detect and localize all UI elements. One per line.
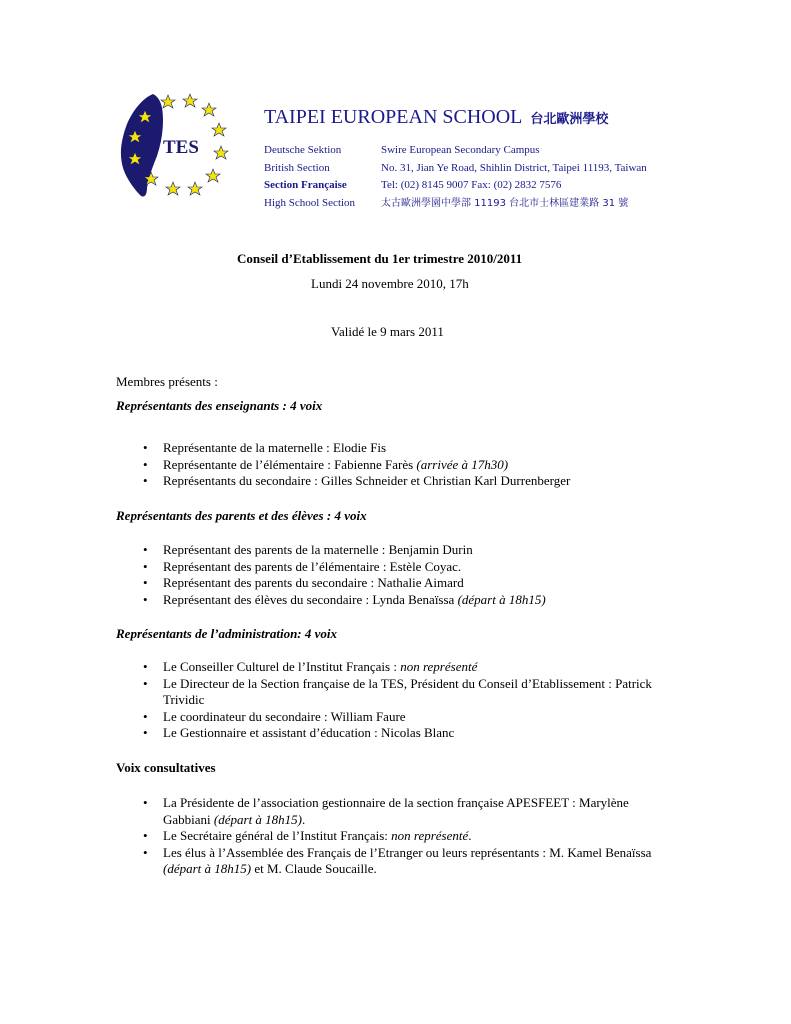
group-heading-administration: Représentants de l’administration: 4 voix	[116, 626, 338, 641]
bullet-icon: •	[143, 795, 148, 810]
bullet-icon: •	[143, 828, 148, 843]
group-heading-consultative: Voix consultatives	[116, 760, 216, 775]
address-line-chinese: 太古歐洲學園中學部 11193 台北市士林區建業路 31 號	[381, 197, 629, 209]
list-item: • Représentant des parents du secondaire : Nathalie Aimard	[143, 575, 464, 590]
section-item-active: Section Française	[264, 179, 347, 192]
document-title: Conseil d’Etablissement du 1er trimestre 2010/2011	[237, 251, 523, 266]
bullet-icon: •	[143, 708, 148, 724]
validation-date: Validé le 9 mars 2011	[331, 324, 444, 339]
list-item: • Le Directeur de la Section française de la TES, Président du Conseil d’Etablissement : Patrick Trividic	[143, 675, 652, 707]
school-name: TAIPEI EUROPEAN SCHOOL	[264, 106, 523, 128]
parents-list	[116, 542, 676, 608]
section-item: Deutsche Sektion	[264, 144, 342, 156]
tes-logo	[113, 90, 233, 200]
bullet-icon: •	[143, 591, 148, 607]
list-item: • La Présidente de l’association gestionnaire de la section française APESFEET : Marylène Gabbiani (départ à 18h15).	[143, 795, 629, 827]
logo-text: TES	[163, 137, 199, 158]
bullet-icon: •	[143, 844, 148, 860]
meeting-date: Lundi 24 novembre 2010, 17h	[311, 276, 469, 291]
address-line: Swire European Secondary Campus	[381, 144, 540, 156]
bullet-icon: •	[143, 659, 148, 674]
group-heading-teachers: Représentants des enseignants : 4 voix	[116, 398, 323, 413]
list-item: • Représentant des parents de la maternelle : Benjamin Durin	[143, 542, 473, 557]
bullet-icon: •	[143, 675, 148, 691]
list-item: • Les élus à l’Assemblée des Français de l’Etranger ou leurs représentants : M. Kamel Benaïssa (départ à 18h15) et M. Claude Soucaille.	[143, 844, 652, 876]
section-item: British Section	[264, 161, 330, 174]
bullet-icon: •	[143, 542, 148, 557]
group-heading-parents: Représentants des parents et des élèves : 4 voix	[116, 508, 367, 523]
teachers-list	[116, 440, 676, 490]
section-item: High School Section	[264, 196, 356, 209]
section-list	[264, 142, 355, 212]
consultative-list	[116, 795, 676, 878]
list-item: • Le coordinateur du secondaire : William Faure	[143, 708, 406, 724]
list-item: • Représentante de l’élémentaire : Fabienne Farès (arrivée à 17h30)	[143, 456, 509, 472]
bullet-icon: •	[143, 473, 148, 488]
school-name-chinese: 台北歐洲學校	[530, 112, 609, 127]
administration-list	[116, 659, 676, 742]
contact-line: Tel: (02) 8145 9007 Fax: (02) 2832 7576	[381, 179, 562, 192]
list-item: • Le Secrétaire général de l’Institut Français: non représenté.	[143, 828, 472, 843]
address-line: No. 31, Jian Ye Road, Shihlin District, Taipei 11193, Taiwan	[381, 161, 647, 174]
list-item: • Le Conseiller Culturel de l’Institut Français : non représenté	[143, 659, 478, 674]
bullet-icon: •	[143, 725, 148, 740]
school-title	[264, 106, 608, 129]
list-item: • Représentants du secondaire : Gilles Schneider et Christian Karl Durrenberger	[143, 473, 571, 488]
bullet-icon: •	[143, 456, 148, 472]
list-item: • Le Gestionnaire et assistant d’éducation : Nicolas Blanc	[143, 725, 455, 740]
bullet-icon: •	[143, 575, 148, 590]
list-item: • Représentant des parents de l’élémentaire : Estèle Coyac.	[143, 558, 462, 574]
bullet-icon: •	[143, 558, 148, 574]
bullet-icon: •	[143, 440, 148, 455]
list-item: • Représentant des élèves du secondaire : Lynda Benaïssa (départ à 18h15)	[143, 591, 546, 607]
list-item: • Représentante de la maternelle : Elodie Fis	[143, 440, 387, 455]
address-block	[381, 142, 647, 212]
members-label: Membres présents :	[116, 374, 218, 389]
